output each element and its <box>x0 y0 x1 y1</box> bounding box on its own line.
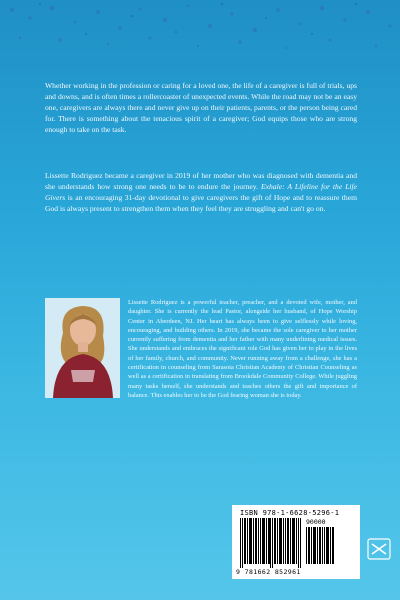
barcode-number: 9 781662 852961 <box>236 568 301 576</box>
blurb-p2-start: Lissette Rodriguez became a caregiver in 2019 of her mother who was diagnosed with dementia and she understands how strong one needs to be to endure the journey. <box>45 171 357 191</box>
decorative-dot-pattern <box>0 0 400 70</box>
addon-barcode-bars <box>306 527 334 564</box>
isbn-label: ISBN 978-1-6628-5296-1 <box>240 509 340 517</box>
blurb-paragraph-2 <box>45 170 357 214</box>
photo-spacer <box>45 298 128 402</box>
publisher-logo <box>367 538 391 560</box>
blurb-p2-end: is an encouraging 31-day devotional to give caregivers the gift of Hope and to reassure them God is always present to strengthen them when they feel they are struggling and can't go on. <box>45 193 357 213</box>
barcode <box>232 505 360 579</box>
price-code: 90000 <box>306 518 326 526</box>
ean-barcode-bars <box>240 518 302 568</box>
book-title: Exhale: A Lifeline for the Life Givers <box>45 182 358 202</box>
blurb-paragraph-1: Whether working in the profession or caring for a loved one, the life of a caregiver is full of trials, ups and downs, and is often times a rollercoaster of unexpected events. While the road may not be an easy one, caregivers are always there and never give up on their patients, parents, or the person being cared for. There is something about the tenacious spirit of a caregiver; God equips those who are strong enough to take on the task. <box>45 81 357 134</box>
author-bio <box>45 298 357 402</box>
author-bio-text: Lissette Rodriguez is a powerful teacher, preacher, and a devoted wife, mother, and daughter. She is currently the lead Pastor, alongside her husband, of Hope Worship Center in Aberdeen, NJ. Her heart has always been to give selflessly while loving, encouraging, and building others. In 2019, she became the sole caregiver to her mother currently suffering from dementia and her father with many underlining medical issues. She understands and embraces the significant role God has given her to play in the lives of her family, church, and community. Never running away from a challenge, she has a certification in counseling from Sarasota Christian Academy of Christian Counseling as well as a certification in translating from Brookdale Community College. While juggling many tasks herself, she understands and teaches others the gift and importance of balance. This enables her to be the God fearing woman she is today. <box>128 299 357 399</box>
